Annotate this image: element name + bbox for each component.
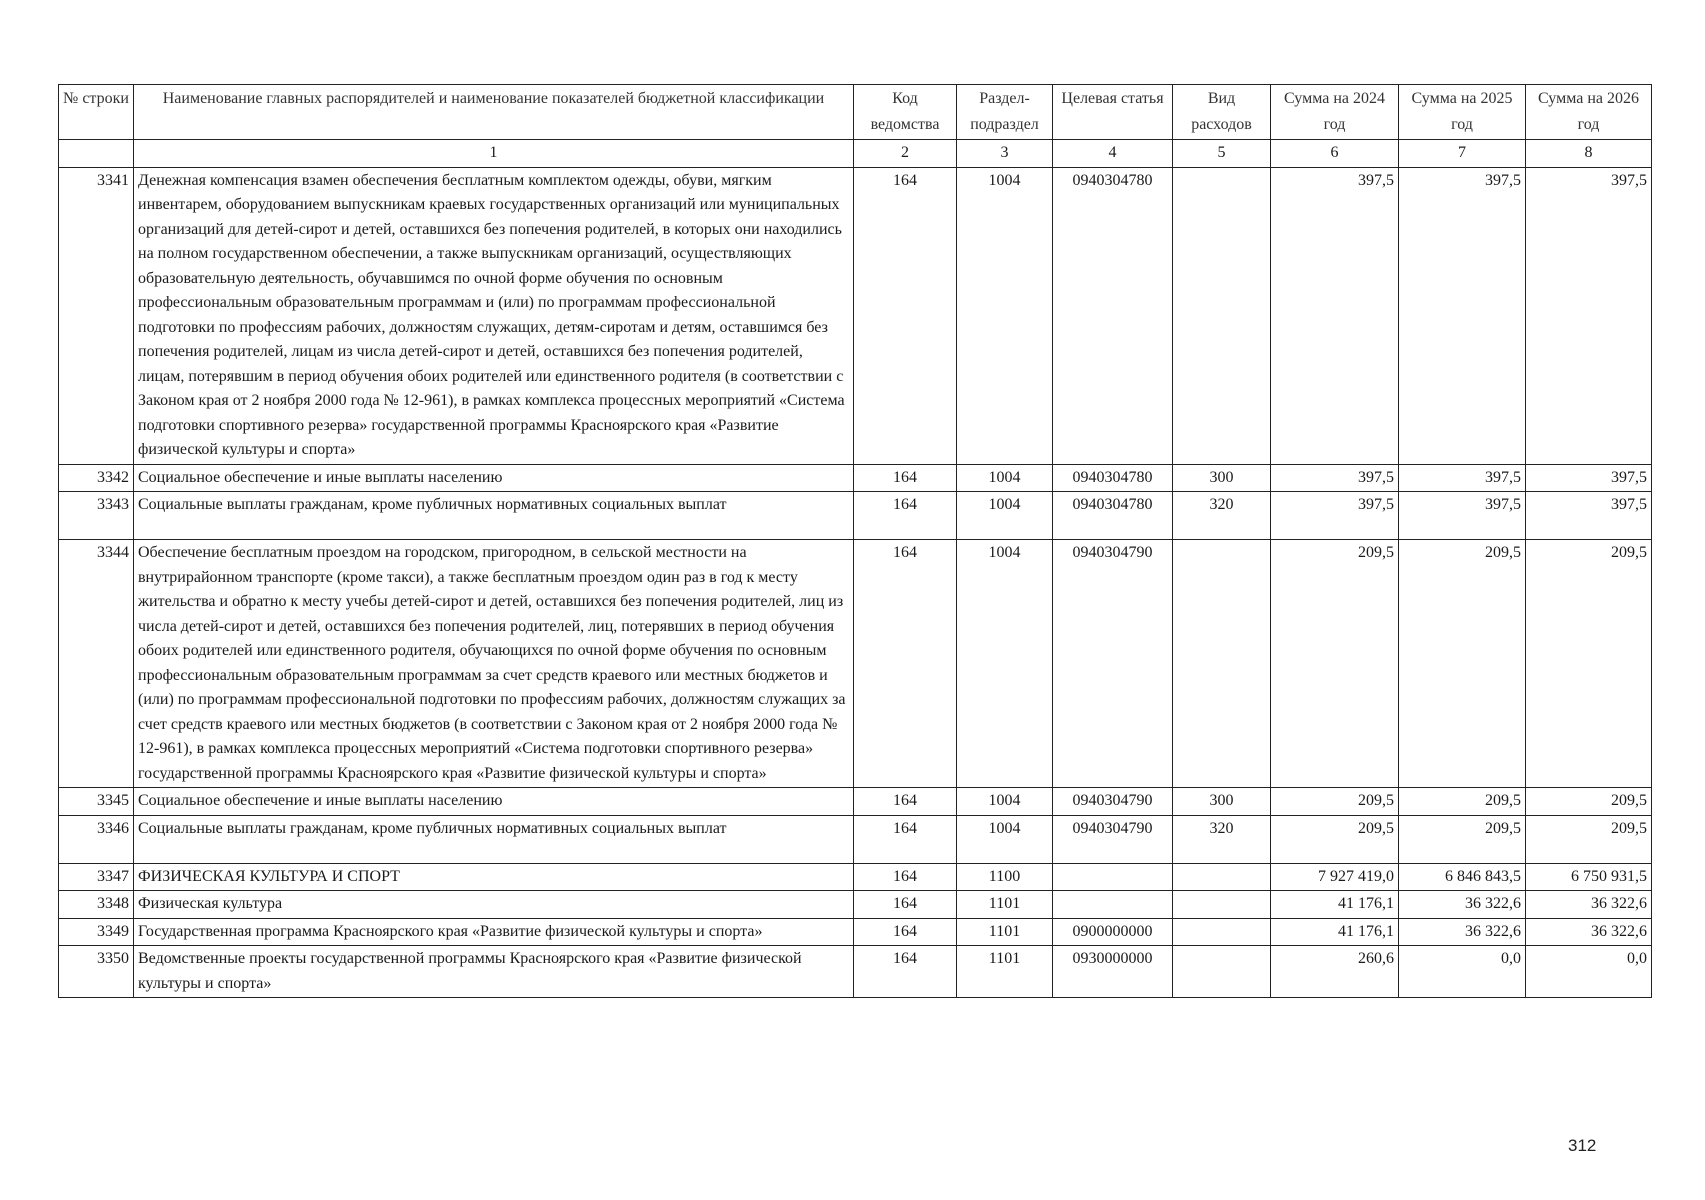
header-name: Наименование главных распорядителей и наименование показателей бюджетной классификации [134,85,854,140]
sum-2024: 41 176,1 [1271,891,1399,919]
sum-2025: 209,5 [1399,815,1526,863]
department-code: 164 [854,918,957,946]
header-department-code: Код ведомства [854,85,957,140]
row-name: Социальные выплаты гражданам, кроме публичных нормативных социальных выплат [134,815,854,863]
target-article: 0940304780 [1053,492,1173,540]
sum-2026: 36 322,6 [1526,918,1652,946]
row-name: Денежная компенсация взамен обеспечения бесплатным комплектом одежды, обуви, мягким инвентарем, оборудованием выпускникам краевых государственных организаций или муниципальных организаций для детей-сирот и детей, оставшихся без попечения родителей, в которых они находились на полном государственном обеспечении, а также выпускникам организаций, осуществляющих образовательную деятельность, обучавшимся по очной форме обучения по основным профессиональным образовательным программам и (или) по программам профессиональной подготовки по профессиям рабочих, должностям служащих, детям-сиротам и детям, оставшимся без попечения родителей, лицам из числа детей-сирот и детей, оставшихся без попечения родителей, лицам, потерявшим в период обучения обоих родителей или единственного родителя (в соответствии с Законом края от 2 ноября 2000 года № 12-961), в рамках комплекса процессных мероприятий «Система подготовки спортивного резерва» государственной программы Красноярского края «Развитие физической культуры и спорта» [134,167,854,464]
table-row [59,540,1652,788]
header-row-number: № строки [59,85,134,140]
department-code: 164 [854,891,957,919]
table-row [59,891,1652,919]
column-number: 7 [1399,140,1526,168]
header-sum-2024: Сумма на 2024 год [1271,85,1399,140]
header-section: Раздел-подраздел [957,85,1053,140]
sum-2024: 260,6 [1271,946,1399,998]
column-number: 2 [854,140,957,168]
row-number: 3343 [59,492,134,540]
table-row [59,815,1652,863]
sum-2024: 397,5 [1271,167,1399,464]
row-number: 3342 [59,464,134,492]
column-number: 3 [957,140,1053,168]
sum-2025: 6 846 843,5 [1399,863,1526,891]
expense-type [1173,863,1271,891]
department-code: 164 [854,863,957,891]
page-number: 312 [1568,1136,1597,1155]
row-name: Социальное обеспечение и иные выплаты населению [134,464,854,492]
sum-2026: 6 750 931,5 [1526,863,1652,891]
expense-type: 320 [1173,492,1271,540]
column-number-row [59,140,1652,168]
expense-type [1173,918,1271,946]
sum-2025: 36 322,6 [1399,891,1526,919]
target-article: 0900000000 [1053,918,1173,946]
expense-type: 320 [1173,815,1271,863]
expense-type [1173,540,1271,788]
row-name: Социальное обеспечение и иные выплаты населению [134,788,854,816]
sum-2024: 209,5 [1271,815,1399,863]
sum-2024: 209,5 [1271,788,1399,816]
row-name: Физическая культура [134,891,854,919]
sum-2026: 209,5 [1526,815,1652,863]
row-number: 3345 [59,788,134,816]
department-code: 164 [854,540,957,788]
sum-2026: 0,0 [1526,946,1652,998]
sum-2024: 397,5 [1271,492,1399,540]
department-code: 164 [854,788,957,816]
row-name: Обеспечение бесплатным проездом на городском, пригородном, в сельской местности на внутрирайонном транспорте (кроме такси), а также бесплатным проездом один раз в год к месту жительства и обратно к месту учебы детей-сирот и детей, оставшихся без попечения родителей, лиц из числа детей-сирот и детей, оставшихся без попечения родителей, лиц, потерявших в период обучения обоих родителей или единственного родителя, обучающихся по очной форме обучения по основным профессиональным образовательным программам за счет средств краевого или местных бюджетов и (или) по программам профессиональной подготовки по профессиям рабочих, должностям служащих за счет средств краевого или местных бюджетов (в соответствии с Законом края от 2 ноября 2000 года № 12-961), в рамках комплекса процессных мероприятий «Система подготовки спортивного резерва» государственной программы Красноярского края «Развитие физической культуры и спорта» [134,540,854,788]
section-code: 1004 [957,167,1053,464]
row-number: 3344 [59,540,134,788]
target-article: 0930000000 [1053,946,1173,998]
department-code: 164 [854,946,957,998]
target-article: 0940304790 [1053,788,1173,816]
row-number: 3346 [59,815,134,863]
sum-2024: 7 927 419,0 [1271,863,1399,891]
row-number: 3350 [59,946,134,998]
sum-2025: 209,5 [1399,788,1526,816]
target-article [1053,891,1173,919]
expense-type [1173,946,1271,998]
sum-2025: 36 322,6 [1399,918,1526,946]
column-number: 5 [1173,140,1271,168]
sum-2024: 397,5 [1271,464,1399,492]
column-number [59,140,134,168]
sum-2026: 397,5 [1526,492,1652,540]
sum-2026: 397,5 [1526,464,1652,492]
column-number: 1 [134,140,854,168]
header-row [59,85,1652,140]
row-name: ФИЗИЧЕСКАЯ КУЛЬТУРА И СПОРТ [134,863,854,891]
section-code: 1100 [957,863,1053,891]
section-code: 1004 [957,464,1053,492]
table-row [59,788,1652,816]
row-number: 3341 [59,167,134,464]
expense-type [1173,891,1271,919]
row-number: 3348 [59,891,134,919]
target-article [1053,863,1173,891]
department-code: 164 [854,492,957,540]
row-name: Социальные выплаты гражданам, кроме публичных нормативных социальных выплат [134,492,854,540]
target-article: 0940304780 [1053,167,1173,464]
expense-type [1173,167,1271,464]
table-row [59,946,1652,998]
sum-2026: 209,5 [1526,540,1652,788]
row-name: Ведомственные проекты государственной программы Красноярского края «Развитие физической культуры и спорта» [134,946,854,998]
section-code: 1004 [957,788,1053,816]
sum-2025: 397,5 [1399,464,1526,492]
expense-type: 300 [1173,464,1271,492]
row-number: 3347 [59,863,134,891]
sum-2024: 209,5 [1271,540,1399,788]
expense-type: 300 [1173,788,1271,816]
section-code: 1004 [957,492,1053,540]
section-code: 1101 [957,946,1053,998]
target-article: 0940304790 [1053,815,1173,863]
sum-2024: 41 176,1 [1271,918,1399,946]
section-code: 1101 [957,891,1053,919]
section-code: 1101 [957,918,1053,946]
sum-2026: 209,5 [1526,788,1652,816]
header-expense-type: Вид расходов [1173,85,1271,140]
target-article: 0940304790 [1053,540,1173,788]
header-target-article: Целевая статья [1053,85,1173,140]
department-code: 164 [854,464,957,492]
header-sum-2026: Сумма на 2026 год [1526,85,1652,140]
column-number: 6 [1271,140,1399,168]
department-code: 164 [854,815,957,863]
table-row [59,863,1652,891]
table-row [59,464,1652,492]
sum-2026: 36 322,6 [1526,891,1652,919]
row-name: Государственная программа Красноярского края «Развитие физической культуры и спорта» [134,918,854,946]
column-number: 4 [1053,140,1173,168]
department-code: 164 [854,167,957,464]
section-code: 1004 [957,540,1053,788]
section-code: 1004 [957,815,1053,863]
sum-2025: 397,5 [1399,167,1526,464]
column-number: 8 [1526,140,1652,168]
table-row [59,492,1652,540]
sum-2025: 397,5 [1399,492,1526,540]
table-row [59,918,1652,946]
row-number: 3349 [59,918,134,946]
table-row [59,167,1652,464]
sum-2025: 209,5 [1399,540,1526,788]
target-article: 0940304780 [1053,464,1173,492]
budget-table [58,84,1652,998]
sum-2026: 397,5 [1526,167,1652,464]
sum-2025: 0,0 [1399,946,1526,998]
header-sum-2025: Сумма на 2025 год [1399,85,1526,140]
